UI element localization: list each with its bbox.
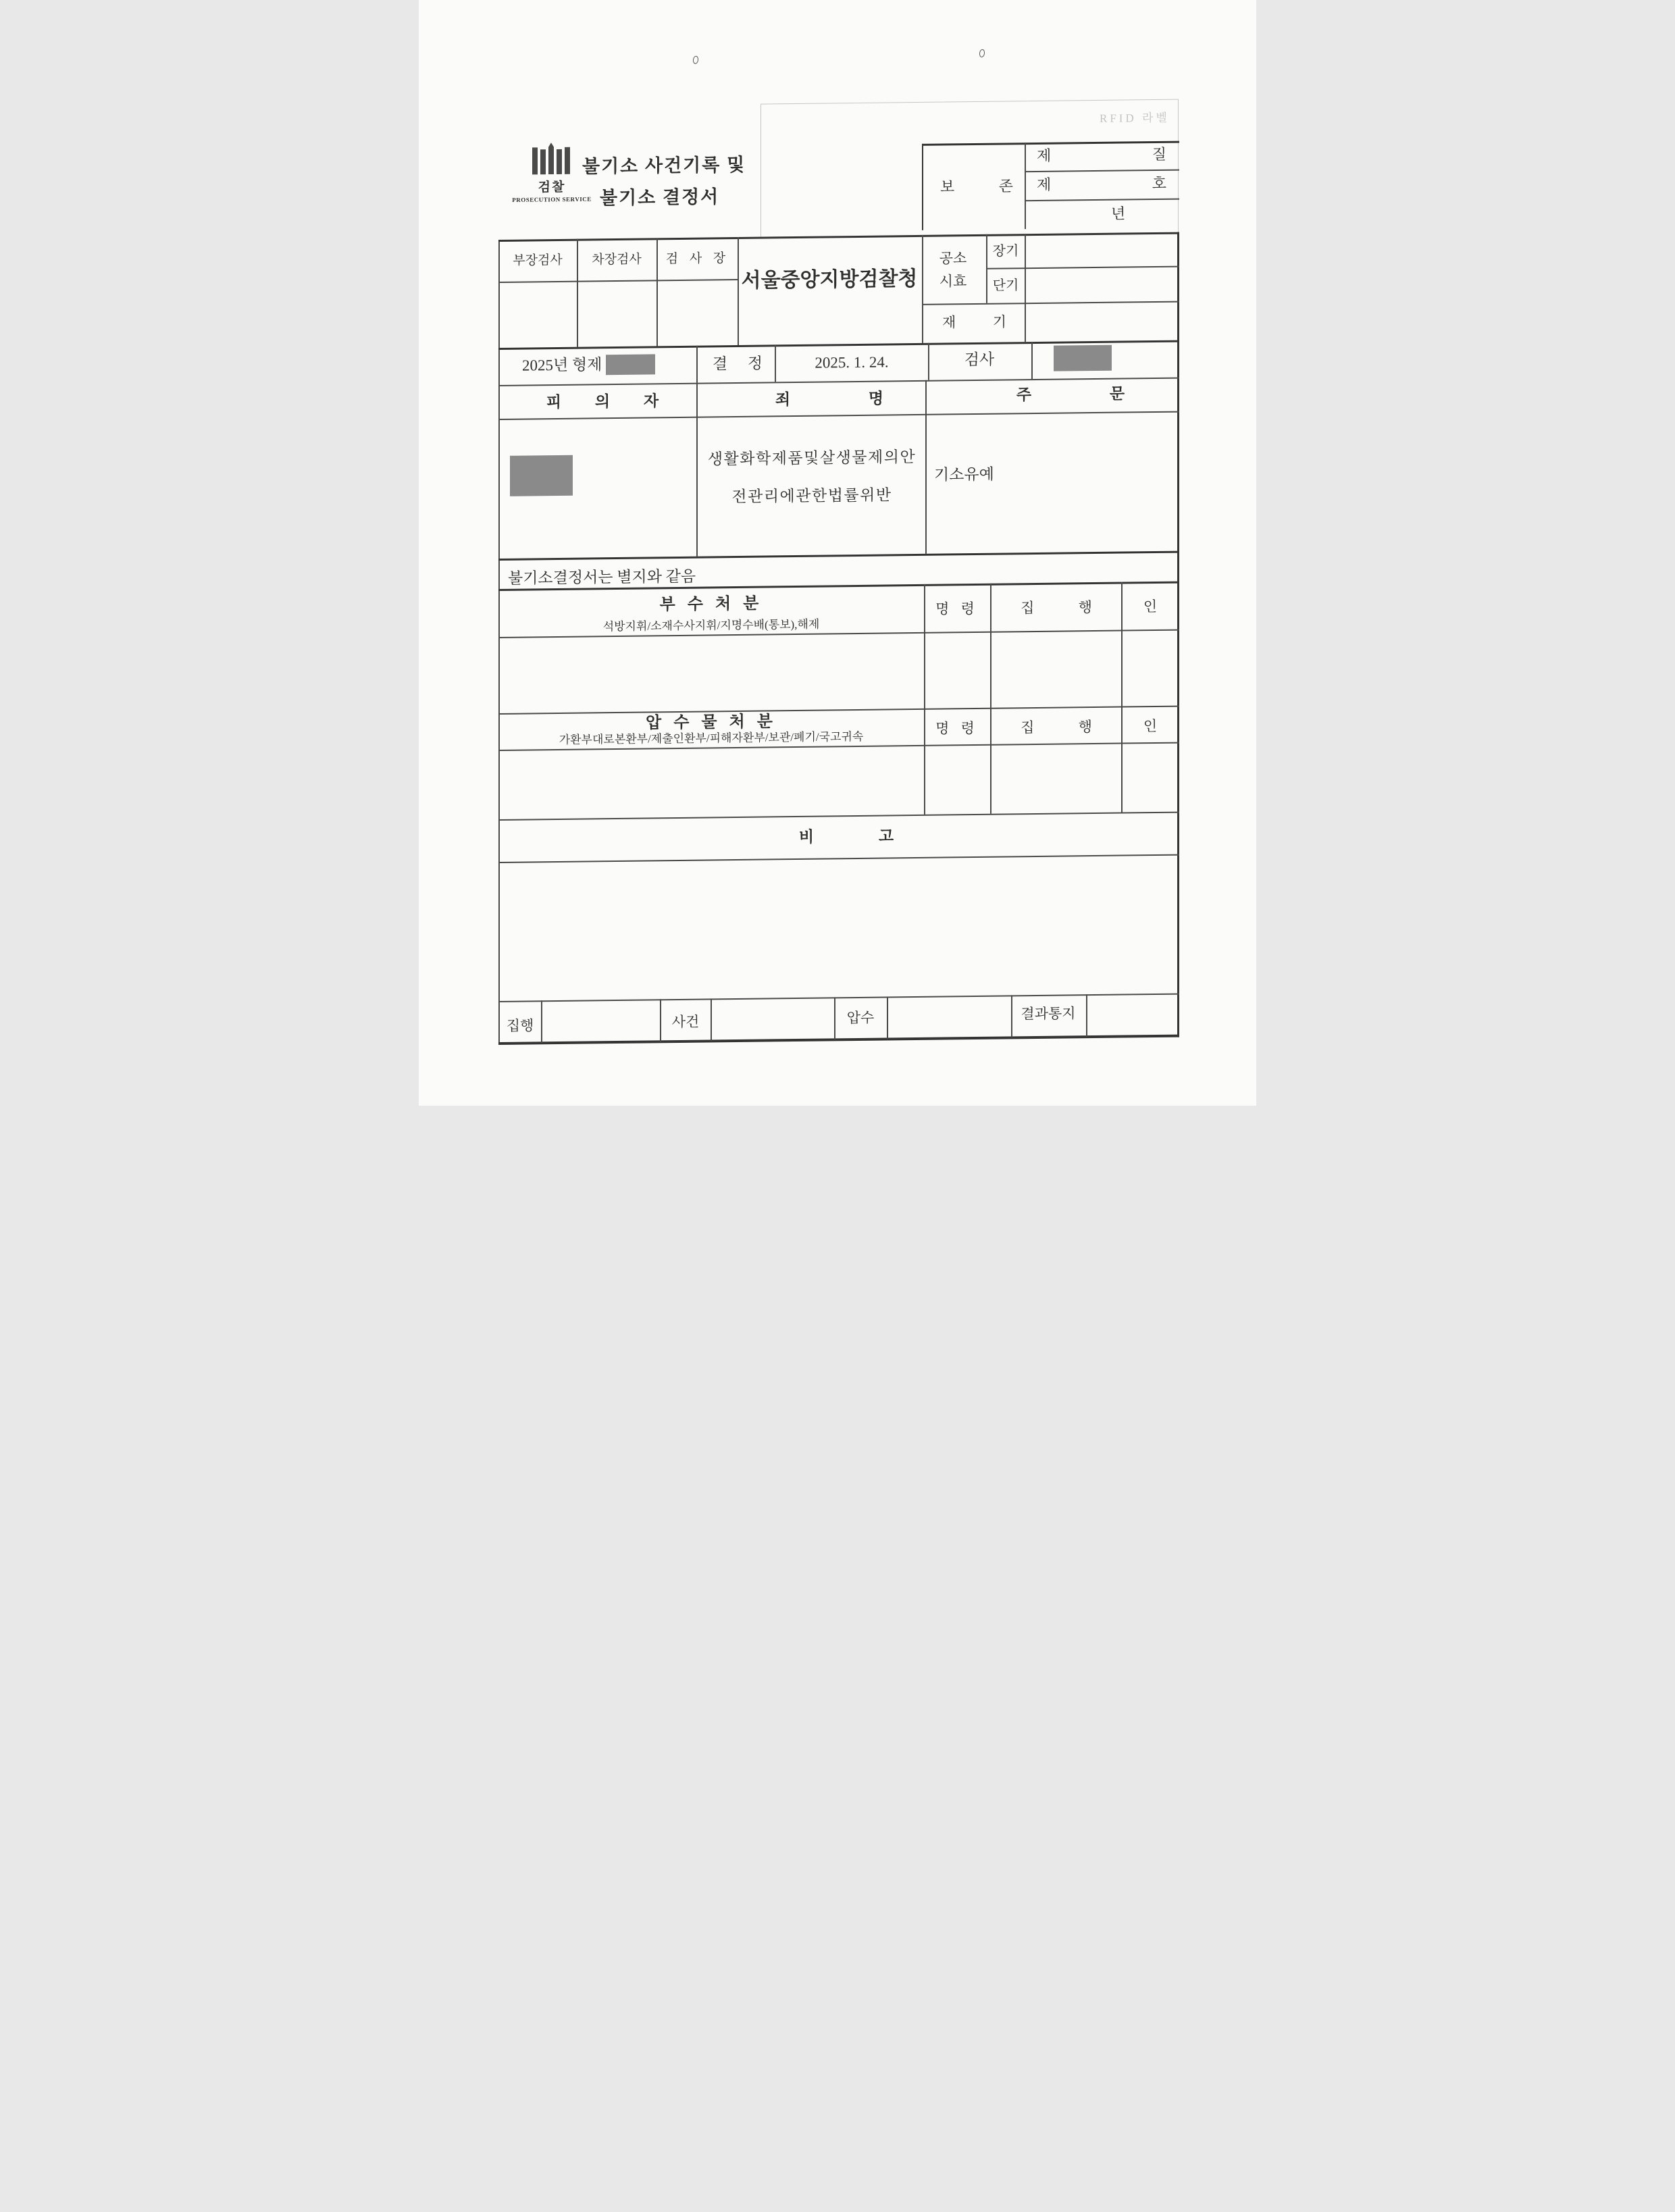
seizure-order-header: 명 령 [935, 719, 979, 737]
preservation-number-left: 제 [1037, 176, 1052, 193]
charge-header: 죄 명 [775, 389, 921, 409]
charge-line2: 전관리에관한법률위반 [731, 486, 892, 506]
rfid-label-text: RFID 라벨 [1100, 111, 1170, 125]
deputy-chief-header: 차장검사 [592, 252, 642, 267]
case-number-prefix: 2025년 형제 [522, 356, 602, 374]
chief-prosecutor-header: 검 사 장 [665, 251, 730, 267]
prosecutor-label: 검사 [964, 351, 995, 369]
footer-execution-label: 집행 [506, 1017, 534, 1034]
punch-mark-right [979, 49, 985, 57]
limitation-label-line2: 시효 [939, 273, 967, 290]
preservation-type-left: 제 [1037, 147, 1052, 164]
remarks-header: 비 고 [798, 827, 894, 846]
charge-line1: 생활화학제품및살생물제의안 [707, 448, 917, 468]
suspect-header: 피 의 자 [546, 392, 674, 411]
seizure-subtitle: 가환부대로본환부/제출인환부/피해자환부/보관/폐기/국고귀속 [559, 729, 864, 747]
preservation-type-right: 질 [1152, 145, 1166, 163]
decision-label: 결 정 [712, 355, 771, 373]
doc-title-line2: 불기소 결정서 [600, 186, 720, 209]
case-number-redaction [606, 354, 655, 375]
preservation-year-label: 년 [1111, 205, 1126, 222]
scanned-form-page [419, 0, 1256, 1106]
reopen-right: 기 [992, 313, 1006, 330]
limitation-label-line1: 공소 [939, 250, 967, 267]
seizure-title: 압 수 물 처 분 [646, 713, 777, 732]
preservation-row-type [1037, 147, 1166, 163]
punch-mark-left [692, 55, 699, 64]
agency-english-label: PROSECUTION SERVICE [512, 195, 592, 204]
preservation-row-number [1037, 176, 1166, 192]
ancillary-order-header: 명 령 [935, 600, 979, 617]
ancillary-subtitle: 석방지휘/소재수사지휘/지명수배(통보),해제 [602, 617, 820, 634]
footer-case-label: 사건 [671, 1013, 700, 1031]
prosecution-service-logo-icon [532, 143, 570, 175]
agency-korean-label: 검찰 [538, 180, 566, 195]
ancillary-seal-header: 인 [1143, 598, 1158, 615]
long-term-label: 장기 [992, 243, 1019, 259]
prosecutor-name-redaction [1054, 345, 1112, 371]
preservation-number-right: 호 [1152, 174, 1166, 192]
ancillary-execution-header: 집 행 [1021, 598, 1112, 617]
footer-seizure-label: 압수 [846, 1009, 875, 1027]
suspect-name-redaction [510, 455, 573, 496]
seizure-execution-header: 집 행 [1021, 718, 1112, 736]
preservation-label: 보 존 [939, 177, 1034, 196]
attachment-note: 불기소결정서는 별지와 같음 [508, 567, 696, 587]
short-term-label: 단기 [992, 278, 1019, 294]
disposition-header: 주 문 [1016, 384, 1162, 404]
form-sheet [419, 0, 1256, 1106]
seizure-seal-header: 인 [1143, 717, 1158, 735]
office-name: 서울중앙지방검찰청 [741, 267, 918, 292]
disposition-value: 기소유예 [934, 465, 994, 484]
reopen-left: 재 [942, 314, 956, 331]
ancillary-title: 부 수 처 분 [659, 594, 763, 614]
decision-date: 2025. 1. 24. [815, 353, 889, 371]
doc-title-line1: 불기소 사건기록 및 [582, 154, 746, 177]
section-chief-header: 부장검사 [513, 253, 563, 268]
footer-result-notice-label: 결과통지 [1021, 1005, 1076, 1023]
reopen-label [942, 314, 1006, 330]
